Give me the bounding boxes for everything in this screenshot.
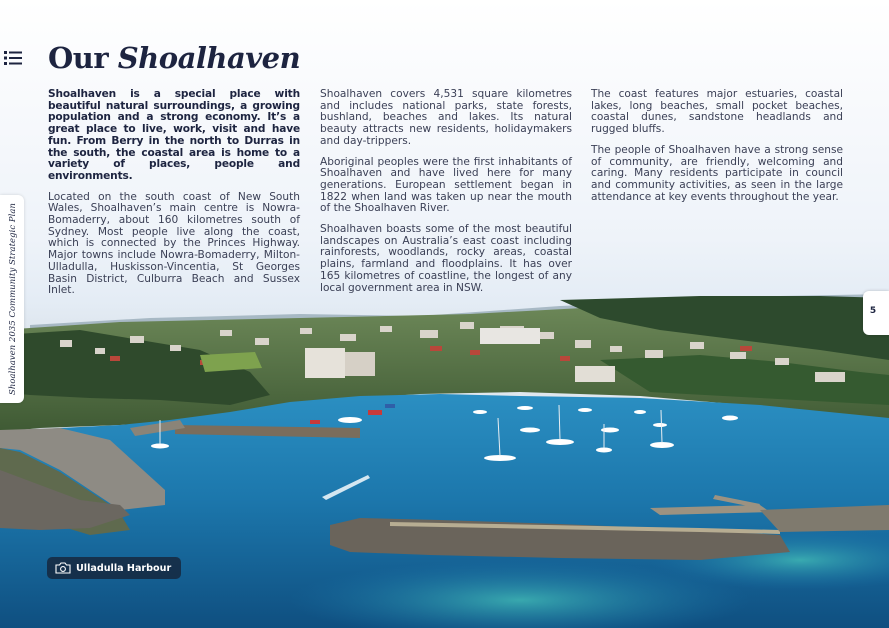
title-italic: Shoalhaven bbox=[117, 41, 301, 75]
menu-list-icon[interactable] bbox=[4, 50, 22, 66]
text-column-1 bbox=[48, 89, 300, 306]
paragraph: Shoalhaven boasts some of the most beautiful landscapes on Australia’s east coast including rainforests, woodlands, rocky areas, coastal plains, farmland and floodplains. It has over 165 kilometres of coastline, the longest of any local government area in NSW. bbox=[320, 223, 572, 294]
paragraph: The people of Shoalhaven have a strong sense of community, are friendly, welcoming and caring. Many residents participate in council and community activities, as seen in the large attendance at key events throughout the year. bbox=[591, 143, 843, 203]
page-title bbox=[48, 40, 300, 76]
caption-text: Ulladulla Harbour bbox=[76, 562, 172, 574]
photo-caption bbox=[47, 557, 181, 579]
paragraph: The coast features major estuaries, coastal lakes, long beaches, small pocket beaches, coastal dunes, sandstone headlands and rugged bluffs. bbox=[591, 88, 843, 136]
text-column-3 bbox=[591, 89, 843, 212]
camera-icon bbox=[55, 562, 71, 574]
lead-paragraph: Shoalhaven is a special place with beautiful natural surroundings, a growing population and a strong economy. It’s a great place to live, work, visit and have fun. From Berry in the north to Durras in the south, the coastal area is home to a variety of places, people and environments. bbox=[48, 88, 300, 182]
side-tab-label: Shoalhaven 2035 Community Strategic Plan bbox=[7, 202, 17, 396]
page-number: 5 bbox=[869, 306, 877, 316]
paragraph: Aboriginal peoples were the first inhabitants of Shoalhaven and have lived here for many generations. European settlement began in 1822 when land was taken up near the mouth of the Shoalhaven River. bbox=[320, 155, 572, 215]
title-plain: Our bbox=[48, 41, 109, 75]
paragraph: Shoalhaven covers 4,531 square kilometres and includes national parks, state forests, bushland, beaches and lakes. Its natural beauty attracts new residents, holidaymakers and day-trippers. bbox=[320, 88, 572, 147]
paragraph: Located on the south coast of New South Wales, Shoalhaven’s main centre is Nowra-Bomaderry, about 160 kilometres south of Sydney. Most people live along the coast, which is connected by the Princes Highway. Major towns include Nowra-Bomaderry, Milton-Ulladulla, Huskisson-Vincentia, St Georges Basin District, Culburra Beach and Sussex Inlet. bbox=[48, 190, 300, 297]
text-column-2 bbox=[320, 89, 572, 303]
